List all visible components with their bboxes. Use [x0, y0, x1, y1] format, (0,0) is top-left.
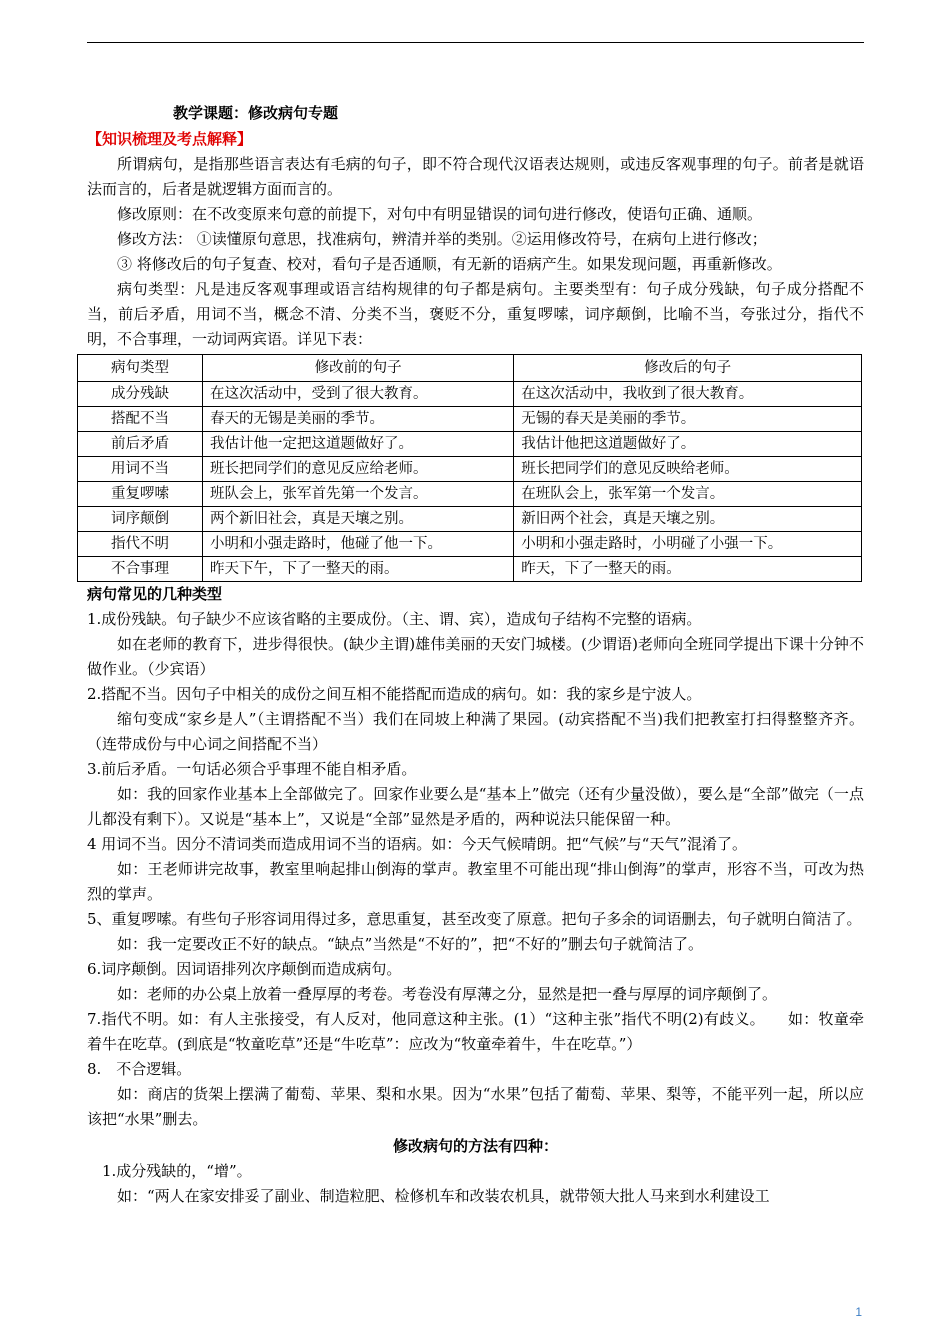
table-row — [78, 457, 862, 482]
page-number: 1 — [855, 1305, 862, 1319]
section-heading: 【知识梳理及考点解释】 — [87, 130, 253, 148]
table-header: 病句类型 — [78, 355, 203, 382]
intro-paragraph: 所谓病句，是指那些语言表达有毛病的句子，即不符合现代汉语表达规则，或违反客观事理的句子。前者是就语法而言的，后者是就逻辑方面而言的。 — [87, 155, 864, 198]
table-cell-type: 重复啰嗦 — [78, 482, 203, 507]
table-row — [78, 382, 862, 407]
table-cell-after: 班长把同学们的意见反映给老师。 — [514, 457, 862, 482]
table-cell-before: 昨天下午，下了一整天的雨。 — [203, 557, 514, 582]
table-cell-type: 前后矛盾 — [78, 432, 203, 457]
table-cell-after: 在这次活动中，我收到了很大教育。 — [514, 382, 862, 407]
types-heading: 病句常见的几种类型 — [87, 585, 223, 603]
intro-paragraph: 修改方法： ①读懂原句意思，找准病句，辨清并举的类别。②运用修改符号，在病句上进行修改； — [117, 230, 767, 248]
table-row — [78, 507, 862, 532]
type-paragraph: 如：王老师讲完故事，教室里响起排山倒海的掌声。教室里不可能出现“排山倒海”的掌声，形容不当，可改为热烈的掌声。 — [87, 860, 864, 903]
intro-paragraph: 病句类型：凡是违反客观事理或语言结构规律的句子都是病句。主要类型有：句子成分残缺，句子成分搭配不当，前后矛盾，用词不当，概念不清、分类不当，褒贬不分，重复啰嗦，词序颠倒，比喻不当，夸张过分，指代不明，不合事理，一动词两宾语。详见下表： — [87, 280, 864, 348]
table-cell-before: 班队会上，张军首先第一个发言。 — [203, 482, 514, 507]
type-paragraph: 3.前后矛盾。一句话必须合乎事理不能自相矛盾。 — [87, 760, 417, 778]
table-row — [78, 532, 862, 557]
table-cell-type: 成分残缺 — [78, 382, 203, 407]
type-paragraph: 如：老师的办公桌上放着一叠厚厚的考卷。考卷没有厚薄之分，显然是把一叠与厚厚的词序颠倒了。 — [117, 985, 778, 1003]
table-header-row — [78, 355, 862, 382]
table-cell-type: 用词不当 — [78, 457, 203, 482]
table-cell-before: 我估计他一定把这道题做好了。 — [203, 432, 514, 457]
types-list — [87, 607, 864, 1132]
table-cell-before: 小明和小强走路时，他碰了他一下。 — [203, 532, 514, 557]
type-paragraph: 7.指代不明。如：有人主张接受，有人反对，他同意这种主张。(1）“这种主张”指代不明(2)有歧义。 如：牧童牵着牛在吃草。(到底是“牧童吃草”还是“牛吃草”：应改为“牧童牵着牛，牛在吃草。”） — [87, 1010, 864, 1053]
intro-paragraph: ③ 将修改后的句子复查、校对，看句子是否通顺，有无新的语病产生。如果发现问题，再重新修改。 — [117, 255, 782, 273]
type-paragraph: 5、重复啰嗦。有些句子形容词用得过多，意思重复，甚至改变了原意。把句子多余的词语删去，句子就明白简洁了。 — [87, 910, 862, 928]
type-paragraph: 如：我一定要改正不好的缺点。“缺点”当然是“不好的”，把“不好的”删去句子就简洁了。 — [117, 935, 704, 953]
table-cell-after: 昨天，下了一整天的雨。 — [514, 557, 862, 582]
table-row — [78, 407, 862, 432]
table-header: 修改前的句子 — [203, 355, 514, 382]
type-paragraph: 8. 不合逻辑。 — [87, 1060, 192, 1078]
table-cell-before: 春天的无锡是美丽的季节。 — [203, 407, 514, 432]
page-title: 教学课题：修改病句专题 — [173, 104, 339, 122]
table-cell-after: 新旧两个社会，真是天壤之别。 — [514, 507, 862, 532]
intro-paragraph: 修改原则：在不改变原来句意的前提下，对句中有明显错误的词句进行修改，使语句正确、通顺。 — [117, 205, 763, 223]
sentence-error-table — [77, 354, 862, 582]
table-cell-type: 词序颠倒 — [78, 507, 203, 532]
type-paragraph: 缩句变成“家乡是人”（主谓搭配不当）我们在同坡上种满了果园。(动宾搭配不当)我们把教室打扫得整整齐齐。（连带成份与中心词之间搭配不当） — [87, 710, 864, 753]
type-paragraph: 2.搭配不当。因句子中相关的成份之间互相不能搭配而造成的病句。如：我的家乡是宁波人。 — [87, 685, 702, 703]
type-paragraph: 如在老师的教育下，进步得很快。(缺少主谓)雄伟美丽的天安门城楼。(少谓语)老师向全班同学提出下课十分钟不做作业。（少宾语） — [87, 635, 864, 678]
type-paragraph: 1.成份残缺。句子缺少不应该省略的主要成份。（主、谓、宾），造成句子结构不完整的语病。 — [87, 610, 702, 628]
type-paragraph: 如：商店的货架上摆满了葡萄、苹果、梨和水果。因为“水果”包括了葡萄、苹果、梨等，不能平列一起，所以应该把“水果”删去。 — [87, 1085, 864, 1128]
table-header: 修改后的句子 — [514, 355, 862, 382]
type-paragraph: 6.词序颠倒。因词语排列次序颠倒而造成病句。 — [87, 960, 402, 978]
type-paragraph: 如：我的回家作业基本上全部做完了。回家作业要么是“基本上”做完（还有少量没做），要么是“全部”做完（一点儿都没有剩下）。又说是“基本上”，又说是“全部”显然是矛盾的，两种说法只能保留一种。 — [87, 785, 864, 828]
table-cell-type: 搭配不当 — [78, 407, 203, 432]
table-cell-after: 我估计他把这道题做好了。 — [514, 432, 862, 457]
table-cell-type: 不合事理 — [78, 557, 203, 582]
table-cell-before: 两个新旧社会，真是天壤之别。 — [203, 507, 514, 532]
methods-heading: 修改病句的方法有四种： — [392, 1137, 558, 1155]
method-item: 1.成分残缺的，“增”。 — [102, 1162, 252, 1180]
table-row — [78, 432, 862, 457]
table-cell-type: 指代不明 — [78, 532, 203, 557]
method-item: 如：“两人在家安排妥了副业、制造粒肥、检修机车和改装农机具，就带领大批人马来到水利建设工 — [117, 1187, 770, 1205]
table-cell-after: 在班队会上，张军第一个发言。 — [514, 482, 862, 507]
table-cell-after: 小明和小强走路时，小明碰了小强一下。 — [514, 532, 862, 557]
table-row — [78, 482, 862, 507]
header-rule — [87, 42, 864, 43]
table-cell-before: 在这次活动中，受到了很大教育。 — [203, 382, 514, 407]
document-body — [87, 100, 864, 1209]
type-paragraph: 4 用词不当。因分不清词类而造成用词不当的语病。如：今天气候晴朗。把“气候”与“天气”混淆了。 — [87, 835, 747, 853]
table-row — [78, 557, 862, 582]
table-cell-before: 班长把同学们的意见反应给老师。 — [203, 457, 514, 482]
table-cell-after: 无锡的春天是美丽的季节。 — [514, 407, 862, 432]
table-body — [78, 382, 862, 582]
